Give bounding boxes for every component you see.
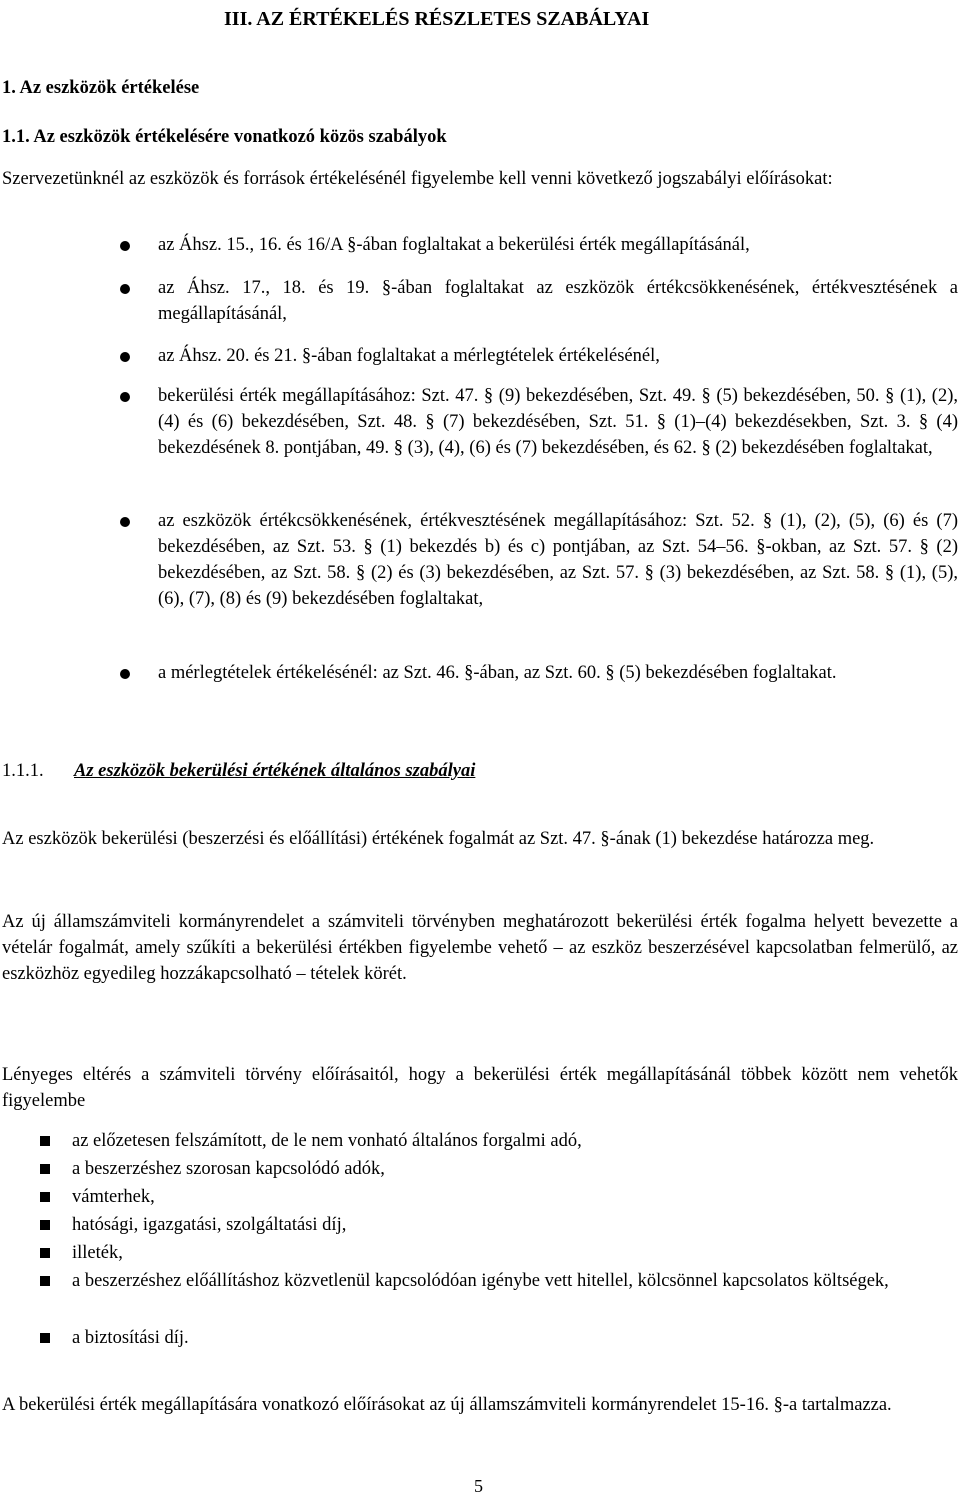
list-item: [120, 508, 958, 646]
list-item: [120, 343, 958, 371]
list-item-text: hatósági, igazgatási, szolgáltatási díj,: [72, 1215, 347, 1235]
subsection-title: Az eszközök bekerülési értékének általános szabályai: [74, 761, 476, 781]
square-bullet-icon: [40, 1192, 50, 1202]
list-item: [120, 275, 958, 329]
section-heading-1: 1. Az eszközök értékelése: [2, 78, 200, 98]
list-item-text: vámterhek,: [72, 1187, 155, 1207]
chapter-title: III. AZ ÉRTÉKELÉS RÉSZLETES SZABÁLYAI: [224, 8, 650, 30]
list-item: [36, 1268, 956, 1322]
bullet-dot-icon: [120, 284, 130, 294]
paragraph-2: Az új államszámviteli kormányrendelet a számviteli törvényben meghatározott bekerülési érték fogalma helyett bevezette a vételár fogalmát, amely szűkíti a bekerülési értékben figyelembe vehető – az eszköz beszerzésével kapcsolatban felmerülő, az eszközhöz egyedileg hozzákapcsolható – tételek körét.: [2, 912, 958, 984]
square-bullet-icon: [40, 1164, 50, 1174]
bullet-dot-icon: [120, 352, 130, 362]
paragraph-3: Lényeges eltérés a számviteli törvény előírásaitól, hogy a bekerülési érték megállapításánál többek között nem vehetők figyelembe: [2, 1065, 958, 1111]
square-bullet-icon: [40, 1248, 50, 1258]
list-item-text: a beszerzéshez előállításhoz közvetlenül kapcsolódóan igénybe vett hitellel, kölcsönnel kapcsolatos költségek,: [72, 1271, 889, 1291]
page-number: 5: [474, 1476, 483, 1496]
list-item: [36, 1325, 956, 1353]
paragraph-1: Az eszközök bekerülési (beszerzési és előállítási) értékének fogalmát az Szt. 47. §-ának (1) bekezdése határozza meg.: [2, 829, 875, 849]
bullet-dot-icon: [120, 392, 130, 402]
bullet-dot-icon: [120, 669, 130, 679]
list-item-text: a mérlegtételek értékelésénél: az Szt. 46. §-ában, az Szt. 60. § (5) bekezdésében foglaltakat.: [158, 663, 837, 683]
subsection-number: 1.1.1.: [2, 761, 44, 781]
square-bullet-icon: [40, 1220, 50, 1230]
list-item: [120, 232, 958, 260]
list-item-text: az Áhsz. 17., 18. és 19. §-ában foglaltakat az eszközök értékcsökkenésének, értékvesztésének a megállapításánál,: [158, 278, 958, 324]
list-item: [36, 1240, 956, 1268]
list-item: [36, 1128, 956, 1156]
paragraph-4: A bekerülési érték megállapítására vonatkozó előírásokat az új államszámviteli kormányrendelet 15-16. §-a tartalmazza.: [2, 1395, 892, 1415]
list-item-text: az Áhsz. 15., 16. és 16/A §-ában foglaltakat a bekerülési érték megállapításánál,: [158, 235, 750, 255]
intro-paragraph: Szervezetünknél az eszközök és források értékelésénél figyelembe kell venni következő jogszabályi előírásokat:: [2, 169, 833, 189]
list-item: [36, 1156, 956, 1184]
list-item-text: az Áhsz. 20. és 21. §-ában foglaltakat a mérlegtételek értékelésénél,: [158, 346, 660, 366]
list-item-text: a beszerzéshez szorosan kapcsolódó adók,: [72, 1159, 385, 1179]
list-item-text: illeték,: [72, 1243, 123, 1263]
list-item-text: bekerülési érték megállapításához: Szt. 47. § (9) bekezdésében, Szt. 49. § (5) bekezdésében, 50. § (1), (2), (4) és (6) bekezdésében, Szt. 48. § (7) bekezdésében, Szt. 51. § (1)–(4) bekezdésekben, Szt. 3. § (4) bekezdésének 8. pontjában, 49. § (3), (4), (6) és (7) bekezdésében, és 62. § (2) bekezdésében foglaltakat,: [158, 386, 958, 458]
section-heading-1-1: 1.1. Az eszközök értékelésére vonatkozó közös szabályok: [2, 127, 447, 147]
square-bullet-icon: [40, 1276, 50, 1286]
bullet-dot-icon: [120, 517, 130, 527]
square-bullet-icon: [40, 1136, 50, 1146]
list-item-text: az eszközök értékcsökkenésének, értékvesztésének megállapításához: Szt. 52. § (1), (2), (5), (6) és (7) bekezdésében, az Szt. 53. § (1) bekezdés b) és c) pontjában, az Szt. 54–56. §-okban, az Szt. 57. § (2) bekezdésében, az Szt. 58. § (2) és (3) bekezdésében, az Szt. 57. § (3) bekezdésében, az Szt. 58. § (1), (5), (6), (7), (8) és (9) bekezdésében foglaltakat,: [158, 511, 958, 609]
list-item: [120, 660, 958, 716]
list-item: [36, 1184, 956, 1212]
bullet-dot-icon: [120, 241, 130, 251]
list-item-text: az előzetesen felszámított, de le nem vonható általános forgalmi adó,: [72, 1131, 582, 1151]
list-item: [36, 1212, 956, 1240]
square-bullet-icon: [40, 1333, 50, 1343]
list-item-text: a biztosítási díj.: [72, 1328, 189, 1348]
list-item: [120, 383, 958, 493]
